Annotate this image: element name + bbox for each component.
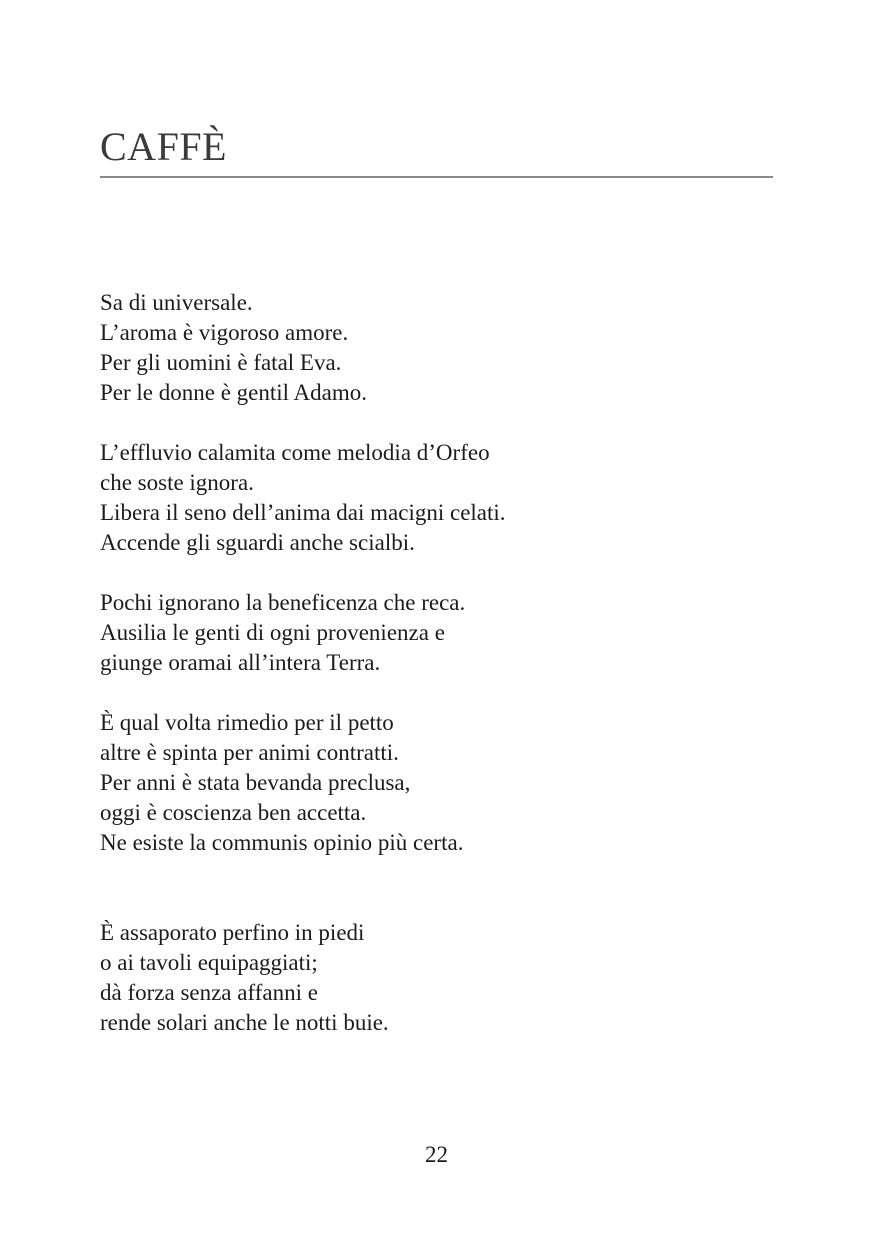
poem-line: dà forza senza affanni e	[100, 980, 318, 1005]
poem-line: È qual volta rimedio per il petto	[100, 710, 394, 735]
stanza	[100, 708, 773, 858]
poem-line: Accende gli sguardi anche scialbi.	[100, 530, 415, 555]
page-number: 22	[425, 1142, 448, 1167]
poem-line: Libera il seno dell’anima dai macigni celati.	[100, 500, 506, 525]
poem-line: Sa di universale.	[100, 290, 253, 315]
poem-line: Per le donne è gentil Adamo.	[100, 380, 367, 405]
stanza	[100, 918, 773, 1038]
poem-line: Per anni è stata bevanda preclusa,	[100, 770, 411, 795]
poem-line: giunge oramai all’intera Terra.	[100, 650, 381, 675]
poem-line: oggi è coscienza ben accetta.	[100, 800, 367, 825]
poem-line: altre è spinta per animi contratti.	[100, 740, 399, 765]
poem-line: L’aroma è vigoroso amore.	[100, 320, 349, 345]
poem-line: Pochi ignorano la beneficenza che reca.	[100, 590, 466, 615]
poem-line: che soste ignora.	[100, 470, 254, 495]
poem-line: L’effluvio calamita come melodia d’Orfeo	[100, 440, 490, 465]
poem-line: o ai tavoli equipaggiati;	[100, 950, 318, 975]
poem-line: Ne esiste la communis opinio più certa.	[100, 830, 464, 855]
stanza	[100, 588, 773, 678]
chapter-title: CAFFÈ	[100, 124, 227, 169]
poem-line: rende solari anche le notti buie.	[100, 1010, 389, 1035]
poem-line: È assaporato perfino in piedi	[100, 920, 365, 945]
chapter-header	[100, 124, 773, 178]
poem	[100, 288, 773, 1038]
poem-line: Per gli uomini è fatal Eva.	[100, 350, 342, 375]
stanza	[100, 438, 773, 558]
poem-line: Ausilia le genti di ogni provenienza e	[100, 620, 445, 645]
stanza	[100, 288, 773, 408]
